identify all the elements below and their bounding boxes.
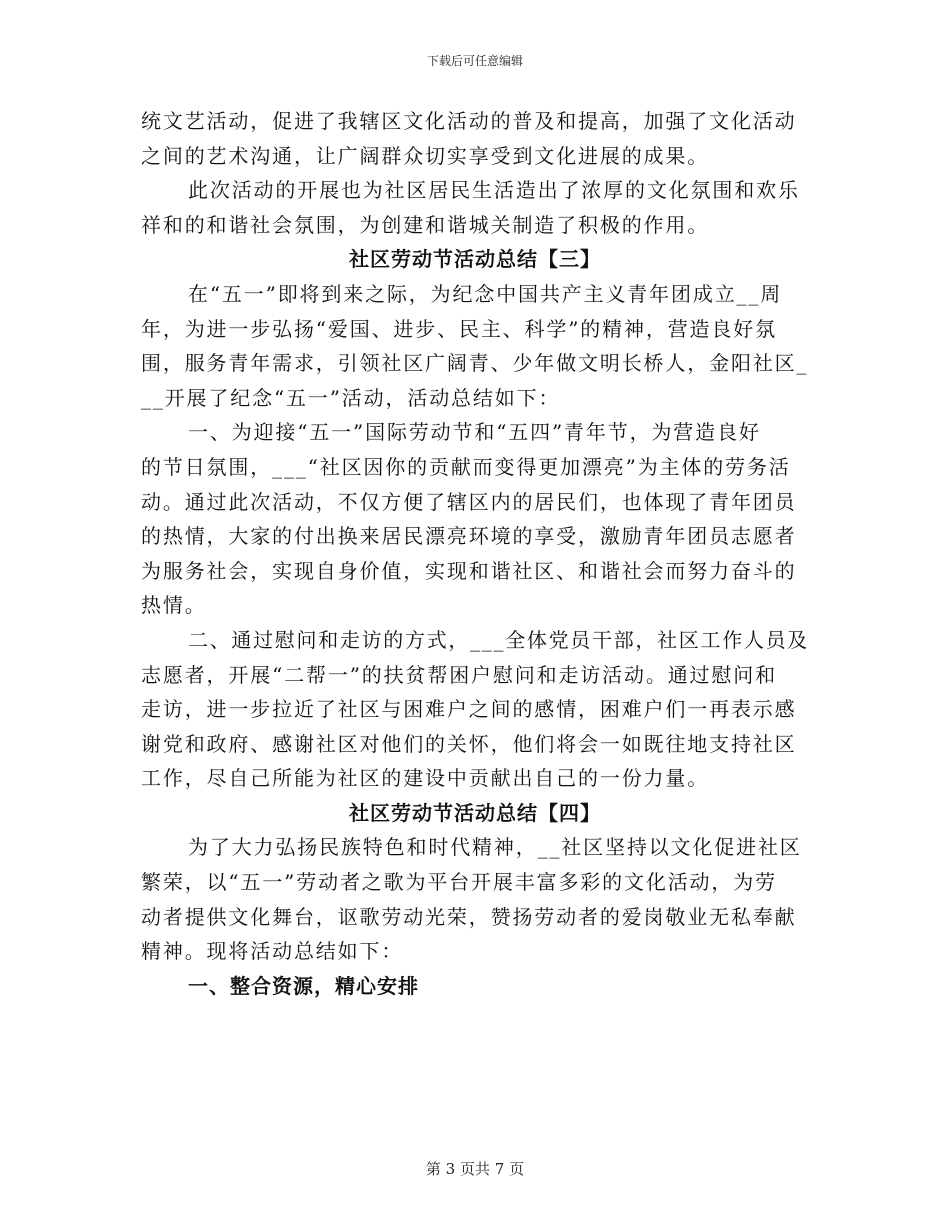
paragraph-start-line: 一、为迎接“五一”国际劳动节和“五四”青年节，为营造良好: [188, 420, 761, 445]
text-line: 志愿者，开展“二帮一”的扶贫帮困户慰问和走访活动。通过慰问和: [141, 662, 777, 687]
section-heading: 社区劳动节活动总结【四】: [349, 800, 601, 825]
page-header: 下载后可任意编辑: [426, 54, 523, 68]
text-line: 动。通过此次活动，不仅方便了辖区内的居民们，也体现了青年团员: [141, 489, 797, 514]
text-line: 动者提供文化舞台，讴歌劳动光荣，赞扬劳动者的爱岗敬业无私奉献: [141, 904, 797, 929]
text-line: 为服务社会，实现自身价值，实现和谐社区、和谐社会而努力奋斗的: [141, 558, 797, 583]
text-line: 繁荣，以“五一”劳动者之歌为平台开展丰富多彩的文化活动，为劳: [141, 870, 777, 895]
text-line: __开展了纪念“五一”活动，活动总结如下：: [141, 385, 561, 410]
text-line: 年，为进一步弘扬“爱国、进步、民主、科学”的精神，营造良好氛: [141, 316, 777, 341]
text-line: 的热情，大家的付出换来居民漂亮环境的享受，激励青年团员志愿者: [141, 524, 797, 549]
text-line: 的节日氛围，___“社区因你的贡献而变得更加漂亮”为主体的劳务活: [141, 454, 791, 479]
section-heading: 社区劳动节活动总结【三】: [349, 247, 601, 272]
page-footer: 第 3 页共 7 页: [425, 1160, 525, 1178]
paragraph-start-line: 此次活动的开展也为社区居民生活造出了浓厚的文化氛围和欢乐: [188, 178, 800, 203]
subsection-heading: 一、整合资源，精心安排: [188, 973, 419, 998]
document-body: [141, 104, 809, 1003]
text-line: 之间的艺术沟通，让广阔群众切实享受到文化进展的成果。: [141, 143, 710, 168]
text-line: 精神。现将活动总结如下：: [141, 939, 404, 964]
text-line: 围，服务青年需求，引领社区广阔青、少年做文明长桥人，金阳社区_: [141, 351, 809, 376]
text-line: 统文艺活动，促进了我辖区文化活动的普及和提高，加强了文化活动: [141, 109, 797, 133]
paragraph-start-line: 二、通过慰问和走访的方式，___全体党员干部，社区工作人员及: [188, 627, 809, 652]
text-line: 工作，尽自己所能为社区的建设中贡献出自己的一份力量。: [141, 766, 710, 791]
text-line: 祥和的和谐社会氛围，为创建和谐城关制造了积极的作用。: [141, 212, 710, 237]
paragraph-start-line: 为了大力弘扬民族特色和时代精神，__社区坚持以文化促进社区: [188, 835, 802, 860]
text-line: 走访，进一步拉近了社区与困难户之间的感情，困难户们一再表示感: [141, 697, 797, 722]
text-line: 谢党和政府、感谢社区对他们的关怀，他们将会一如既往地支持社区: [141, 731, 797, 756]
text-line: 热情。: [141, 593, 207, 618]
paragraph-start-line: 在“五一”即将到来之际，为纪念中国共产主义青年团成立__周: [188, 281, 783, 306]
